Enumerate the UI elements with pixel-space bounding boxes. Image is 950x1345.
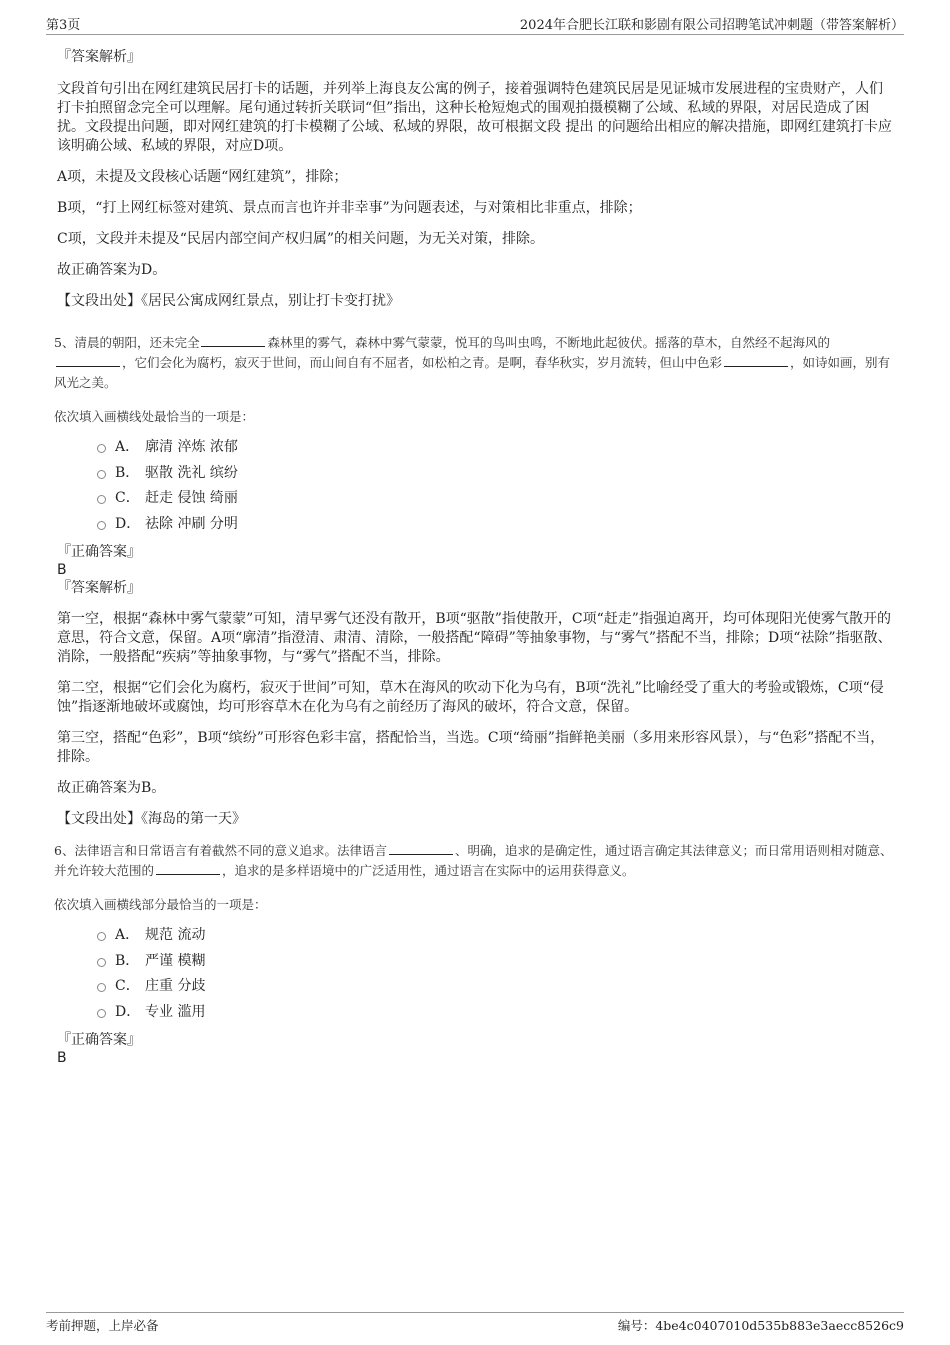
q5-option-a[interactable]: A． 廓清 淬炼 浓郁 bbox=[57, 435, 895, 461]
radio-icon[interactable] bbox=[97, 983, 106, 992]
q5-option-c[interactable]: C． 赶走 侵蚀 绮丽 bbox=[57, 486, 895, 512]
q4-analysis-p5: 故正确答案为D。 bbox=[57, 262, 167, 278]
fill-blank-3 bbox=[724, 354, 788, 367]
q6-correct-label: 『正确答案』 bbox=[57, 1032, 141, 1048]
radio-icon[interactable] bbox=[97, 932, 106, 941]
fill-blank-1 bbox=[201, 334, 265, 347]
q5-analysis-p3: 第三空，搭配“色彩”，B项“缤纷”可形容色彩丰富，搭配恰当，当选。C项“绮丽”指鲜艳美丽（多用来形容风景），与“色彩”搭配不当，排除。 bbox=[57, 730, 885, 765]
q4-analysis-p4: C项，文段并未提及“民居内部空间产权归属”的相关问题，为无关对策，排除。 bbox=[57, 231, 545, 247]
radio-icon[interactable] bbox=[97, 444, 106, 453]
q6-instruction: 依次填入画横线部分最恰当的一项是： bbox=[54, 897, 267, 912]
fill-blank-2 bbox=[56, 354, 120, 367]
q5-correct-label: 『正确答案』 bbox=[57, 544, 141, 560]
q5-source: 【文段出处】《海岛的第一天》 bbox=[57, 811, 246, 827]
fill-blank-2 bbox=[156, 862, 220, 875]
footer-slogan: 考前押题，上岸必备 bbox=[46, 1318, 159, 1333]
document-title: 2024年合肥长江联和影剧有限公司招聘笔试冲刺题（带答案解析） bbox=[519, 18, 904, 33]
q4-analysis-label: 『答案解析』 bbox=[57, 49, 141, 65]
document-id: 编号：4be4c0407010d535b883e3aecc8526c9 bbox=[617, 1318, 904, 1333]
page-header bbox=[46, 14, 904, 35]
q5-instruction: 依次填入画横线处最恰当的一项是： bbox=[54, 409, 255, 424]
q5-option-b[interactable]: B． 驱散 洗礼 缤纷 bbox=[57, 461, 895, 487]
radio-icon[interactable] bbox=[97, 470, 106, 479]
q6-options bbox=[57, 923, 895, 1025]
fill-blank-1 bbox=[389, 842, 453, 855]
page-number: 第3页 bbox=[46, 18, 81, 33]
q4-analysis-p3: B项，“打上网红标签对建筑、景点而言也许并非幸事”为问题表述，与对策相比非重点，排除； bbox=[57, 200, 642, 216]
q6-option-b[interactable]: B． 严谨 模糊 bbox=[57, 949, 895, 975]
q5-analysis-label: 『答案解析』 bbox=[57, 580, 141, 596]
q6-option-a[interactable]: A． 规范 流动 bbox=[57, 923, 895, 949]
q4-analysis-p1: 文段首句引出在网红建筑民居打卡的话题，并列举上海良友公寓的例子，接着强调特色建筑民居是见证城市发展进程的宝贵财产，人们打卡拍照留念完全可以理解。尾句通过转折关联词“但”指出，这种长枪短炮式的围观拍摄模糊了公域、私域的界限，对居民造成了困扰。文段提出问题，即对网红建筑的打卡模糊了公域、私域的界限，故可根据文段 提出 的问题给出相应的解决措施，即网红建筑打卡应该明确公域、私域的界限，对应D项。 bbox=[57, 81, 892, 154]
q6-stem: 6、法律语言和日常语言有着截然不同的意义追求。法律语言 、明确，追求的是确定性，通过语言确定其法律意义；而日常用语则相对随意、并允许较大范围的 ，追求的是多样语境中的广泛适用性，通过语言在实际中的运用获得意义。 bbox=[54, 843, 893, 878]
q4-source: 【文段出处】《居民公寓成网红景点，别让打卡变打扰》 bbox=[57, 293, 400, 309]
q5-options bbox=[57, 435, 895, 537]
q5-analysis-p2: 第二空，根据“它们会化为腐朽，寂灭于世间”可知，草木在海风的吹动下化为乌有，B项“洗礼”比喻经受了重大的考验或锻炼，C项“侵蚀”指逐渐地破坏或腐蚀，均可形容草木在化为乌有之前经历了海风的破坏，符合文意，保留。 bbox=[57, 680, 884, 715]
radio-icon[interactable] bbox=[97, 1009, 106, 1018]
q6-option-d[interactable]: D． 专业 滥用 bbox=[57, 1000, 895, 1026]
radio-icon[interactable] bbox=[97, 958, 106, 967]
radio-icon[interactable] bbox=[97, 495, 106, 504]
q4-analysis-p2: A项，未提及文段核心话题“网红建筑”，排除； bbox=[57, 169, 348, 185]
q5-correct-answer: B bbox=[57, 562, 67, 578]
radio-icon[interactable] bbox=[97, 521, 106, 530]
q6-correct-answer: B bbox=[57, 1050, 67, 1066]
q5-analysis-p4: 故正确答案为B。 bbox=[57, 780, 166, 796]
q5-analysis-p1: 第一空，根据“森林中雾气蒙蒙”可知，清早雾气还没有散开，B项“驱散”指使散开，C项“赶走”指强迫离开，均可体现阳光使雾气散开的意思，符合文意，保留。A项“廓清”指澄清、肃清、清除，一般搭配“障碍”等抽象事物，与“雾气”搭配不当，排除；D项“祛除”指驱散、消除，一般搭配“疾病”等抽象事物，与“雾气”搭配不当，排除。 bbox=[57, 611, 892, 665]
page-footer bbox=[46, 1312, 904, 1333]
q5-option-d[interactable]: D． 祛除 冲刷 分明 bbox=[57, 512, 895, 538]
q5-stem: 5、清晨的朝阳，还未完全 森林里的雾气，森林中雾气蒙蒙，悦耳的鸟叫虫鸣，不断地此起彼伏。摇落的草木，自然经不起海风的，它们会化为腐朽，寂灭于世间，而山间自有不屈者，如松柏之青。是啊，春华秋实，岁月流转，但山中色彩 ，如诗如画，别有风光之美。 bbox=[54, 335, 891, 390]
page-content bbox=[54, 46, 895, 1067]
q6-option-c[interactable]: C． 庄重 分歧 bbox=[57, 974, 895, 1000]
